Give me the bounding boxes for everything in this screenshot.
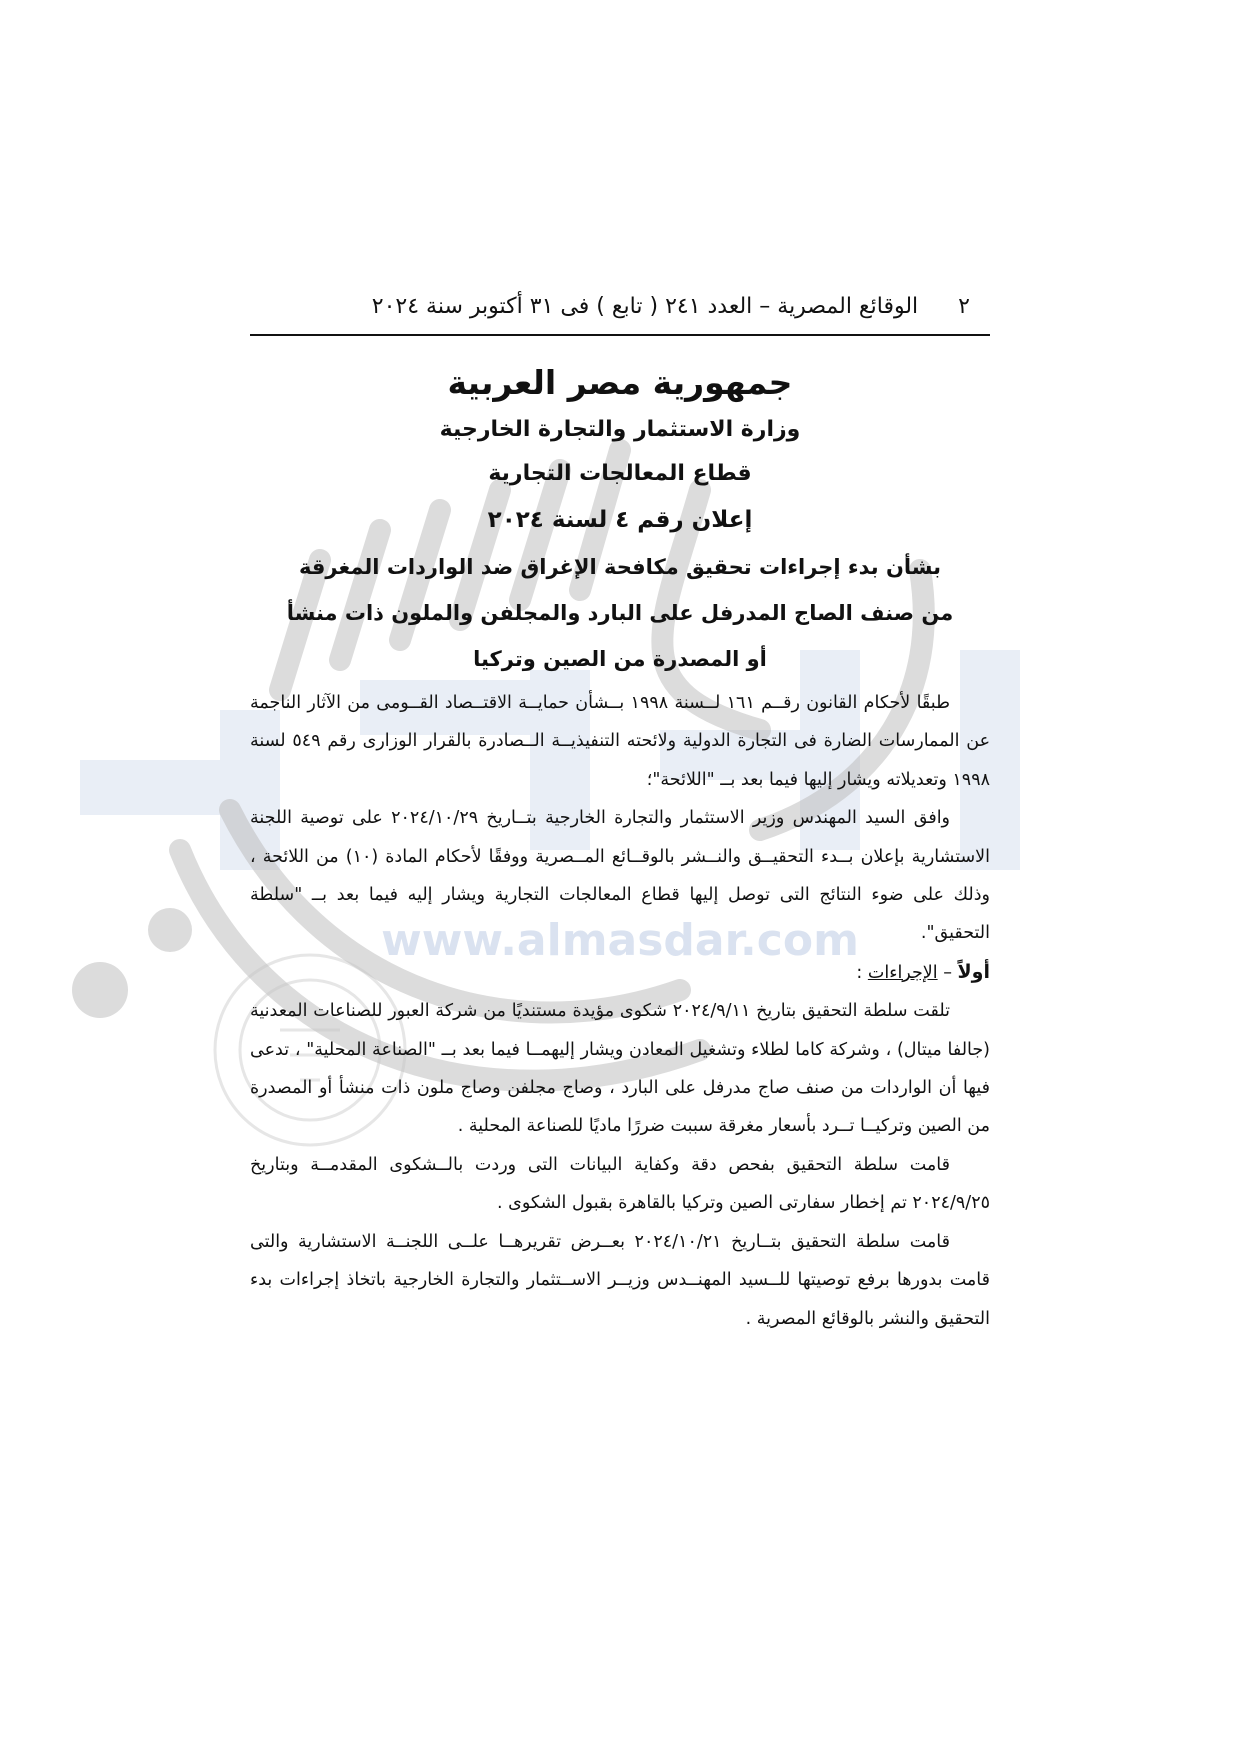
sector-title: قطاع المعالجات التجارية: [488, 461, 752, 486]
running-header: [250, 288, 990, 324]
country-title: جمهورية مصر العربية: [447, 363, 793, 402]
header-rule: [250, 334, 990, 336]
section-heading-colon: :: [856, 962, 868, 983]
section-heading-lead: أولاً: [957, 960, 990, 983]
section-heading-procedures: [250, 953, 990, 992]
ministry-title: وزارة الاستثمار والتجارة الخارجية: [439, 417, 801, 442]
announcement-number: إعلان رقم ٤ لسنة ٢٠٢٤: [487, 507, 753, 533]
gazette-issue-line: الوقائع المصرية – العدد ٢٤١ ( تابع ) فى ٣١ أكتوبر سنة ٢٠٢٤: [371, 293, 919, 319]
section-heading-dash: –: [937, 962, 958, 983]
page-number: ٢: [958, 293, 970, 319]
paragraph-complaint: تلقت سلطة التحقيق بتاريخ ٢٠٢٤/٩/١١ شكوى مؤيدة مستنديًا من شركة العبور للصناعات المعدنية (جالفا ميتال) ، وشركة كاما لطلاء وتشغيل المعادن ويشار إليهمــا فيما بعد بــ "الصناعة المحلية" ، تدعى فيها أن الواردات من صنف صاج مدرفل على البارد ، وصاج مجلفن وصاج ملون ذات منشأ أو المصدرة من الصين وتركيــا تــرد بأسعار مغرقة سببت ضررًا ماديًا للصناعة المحلية .: [250, 1001, 990, 1137]
gazette-page: [250, 0, 990, 1755]
paragraph-examination: قامت سلطة التحقيق بفحص دقة وكفاية البيانات التى وردت بالــشكوى المقدمــة وبتاريخ ٢٠٢٤/٩/٢٥ تم إخطار سفارتى الصين وتركيا بالقاهرة بقبول الشكوى .: [250, 1154, 990, 1214]
subject-line-3: أو المصدرة من الصين وتركيا: [473, 647, 767, 671]
document-titles: [250, 358, 990, 682]
watermark-dots: [72, 908, 192, 1018]
subject-line-2: من صنف الصاج المدرفل على البارد والمجلفن والملون ذات منشأ: [286, 601, 954, 625]
watermark-site-text: www.almasdar.com: [381, 915, 859, 966]
subject-line-1: بشأن بدء إجراءات تحقيق مكافحة الإغراق ضد الواردات المغرقة: [298, 555, 942, 579]
paragraph-minister-approval: وافق السيد المهندس وزير الاستثمار والتجارة الخارجية بتــاريخ ٢٠٢٤/١٠/٢٩ على توصية اللجنة الاستشارية بإعلان بــدء التحقيــق والنــشر بالوقــائع المــصرية ووفقًا لأحكام المادة (١٠) من اللائحة ، وذلك على ضوء النتائج التى توصل إليها قطاع المعالجات التجارية ويشار إليه فيما بعد بــ "سلطة التحقيق".: [250, 808, 991, 944]
paragraph-legal-basis: طبقًا لأحكام القانون رقــم ١٦١ لــسنة ١٩٩٨ بــشأن حمايــة الاقتــصاد القــومى من الآثار الناجمة عن الممارسات الضارة فى التجارة الدولية ولائحته التنفيذيــة الــصادرة بالقرار الوزارى رقم ٥٤٩ لسنة ١٩٩٨ وتعديلاته ويشار إليها فيما بعد بــ "اللائحة"؛: [250, 693, 991, 790]
announcement-body: [250, 684, 990, 1338]
paragraph-report: قامت سلطة التحقيق بتــاريخ ٢٠٢٤/١٠/٢١ بعــرض تقريرهــا علــى اللجنــة الاستشارية والتى قامت بدورها برفع توصيتها للــسيد المهنــدس وزيــر الاســتثمار والتجارة الخارجية باتخاذ إجراءات بدء التحقيق والنشر بالوقائع المصرية .: [250, 1231, 990, 1329]
section-heading-title: الإجراءات: [867, 962, 938, 983]
